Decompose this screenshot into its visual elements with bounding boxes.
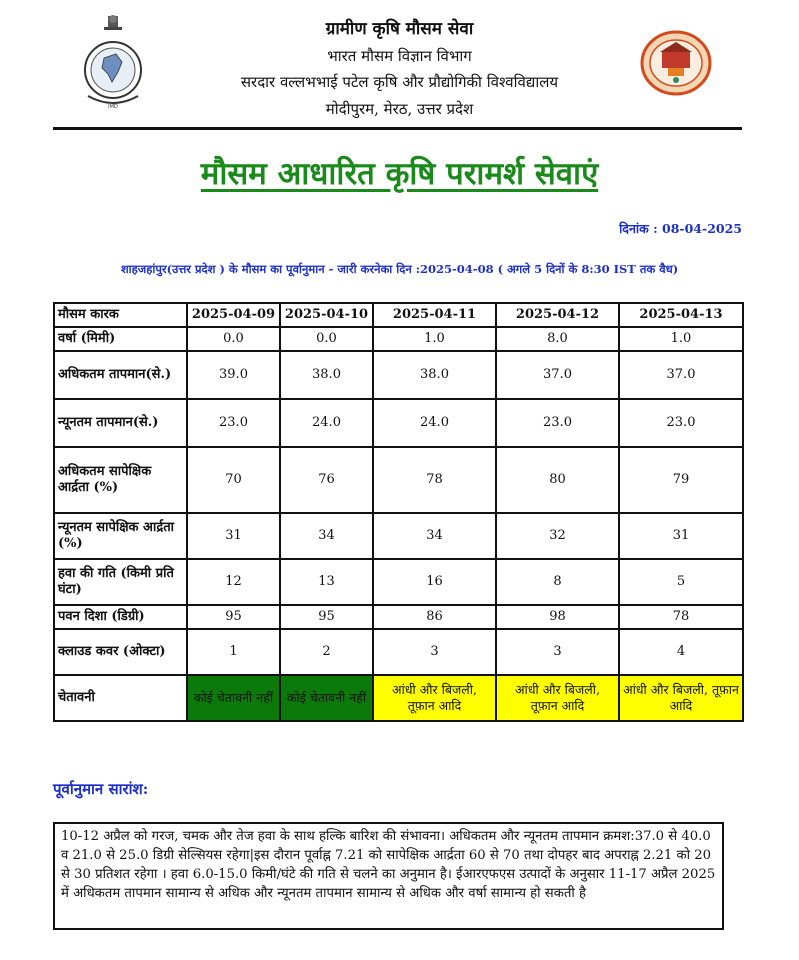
row-label: वर्षा (मिमी) [54, 327, 187, 351]
table-cell: 13 [280, 559, 373, 605]
issue-date: दिनांक : 08-04-2025 [619, 221, 742, 236]
summary-text: 10-12 अप्रैल को गरज, चमक और तेज हवा के साथ हल्कि बारिश की संभावना। अधिकतम और न्यूनतम तापमान क्रमश:37.0 से 40.0 व 21.0 से 25.0 डिग्री सेल्सियस रहेगा|इस दौरान पूर्वाह्न 7.21 को सापेक्षिक आर्द्रता 60 से 70 तथा दोपहर बाद अपराह्न 2.21 को 20 से 30 प्रतिशत रहेगा । हवा 6.0-15.0 किमी/घंटे की गति से चलने का अनुमान है। ईआरएफएस उत्पादों के अनुसार 11-17 अप्रैल 2025 में अधिकतम तापमान सामान्य से अधिक और न्यूनतम तापमान सामान्य से अधिक और वर्षा सामान्य हो सकती है [53, 822, 724, 930]
table-cell: 23.0 [619, 399, 743, 447]
row-label: पवन दिशा (डिग्री) [54, 605, 187, 629]
table-row-max-temp [54, 351, 743, 399]
table-cell: 12 [187, 559, 280, 605]
row-label: न्यूनतम तापमान(से.) [54, 399, 187, 447]
weather-forecast-table [53, 302, 744, 722]
table-cell: 4 [619, 629, 743, 675]
table-cell: 1 [187, 629, 280, 675]
table-cell: 23.0 [496, 399, 619, 447]
table-cell: 37.0 [496, 351, 619, 399]
table-cell: 98 [496, 605, 619, 629]
table-row-min-temp [54, 399, 743, 447]
table-row-warning [54, 675, 743, 721]
header-cell-date: 2025-04-13 [619, 303, 743, 327]
header-university: सरदार वल्लभभाई पटेल कृषि और प्रौद्योगिकी विश्वविद्यालय [240, 73, 559, 91]
row-label: क्लाउड कवर (ओक्टा) [54, 629, 187, 675]
header-cell-date: 2025-04-12 [496, 303, 619, 327]
table-row-max-humidity [54, 447, 743, 513]
table-cell: 80 [496, 447, 619, 513]
summary-heading: पूर्वानुमान सारांश: [53, 780, 149, 798]
header-cell-date: 2025-04-10 [280, 303, 373, 327]
header-title: ग्रामीण कृषि मौसम सेवा [325, 19, 474, 39]
table-cell: 78 [373, 447, 496, 513]
warning-cell-storm: आंधी और बिजली, तूफ़ान आदि [496, 675, 619, 721]
table-row-cloud-cover [54, 629, 743, 675]
table-cell: 0.0 [280, 327, 373, 351]
table-cell: 86 [373, 605, 496, 629]
table-cell: 3 [496, 629, 619, 675]
header-dept: भारत मौसम विज्ञान विभाग [327, 47, 472, 65]
header-divider [53, 127, 742, 130]
table-cell: 31 [619, 513, 743, 559]
page-header [0, 0, 799, 128]
table-cell: 16 [373, 559, 496, 605]
table-cell: 3 [373, 629, 496, 675]
header-cell-date: 2025-04-09 [187, 303, 280, 327]
header-cell-date: 2025-04-11 [373, 303, 496, 327]
row-label: चेतावनी [54, 675, 187, 721]
university-logo [640, 30, 712, 96]
table-cell: 79 [619, 447, 743, 513]
table-cell: 31 [187, 513, 280, 559]
table-row-wind-direction [54, 605, 743, 629]
table-cell: 8.0 [496, 327, 619, 351]
table-cell: 38.0 [280, 351, 373, 399]
row-label: अधिकतम सापेक्षिक आर्द्रता (%) [54, 447, 187, 513]
table-row-wind-speed [54, 559, 743, 605]
warning-cell-none: कोई चेतावनी नहीं [280, 675, 373, 721]
table-row-rainfall [54, 327, 743, 351]
warning-cell-none: कोई चेतावनी नहीं [187, 675, 280, 721]
table-cell: 0.0 [187, 327, 280, 351]
table-cell: 23.0 [187, 399, 280, 447]
table-cell: 34 [280, 513, 373, 559]
table-cell: 34 [373, 513, 496, 559]
table-cell: 1.0 [373, 327, 496, 351]
table-cell: 76 [280, 447, 373, 513]
table-cell: 8 [496, 559, 619, 605]
table-cell: 95 [280, 605, 373, 629]
table-cell: 78 [619, 605, 743, 629]
table-cell: 38.0 [373, 351, 496, 399]
row-label: हवा की गति (किमी प्रति घंटा) [54, 559, 187, 605]
header-cell-parameter: मौसम कारक [54, 303, 187, 327]
page-title: मौसम आधारित कृषि परामर्श सेवाएं [200, 156, 599, 192]
row-label: अधिकतम तापमान(से.) [54, 351, 187, 399]
table-cell: 5 [619, 559, 743, 605]
table-row-min-humidity [54, 513, 743, 559]
table-cell: 95 [187, 605, 280, 629]
svg-text:IMD: IMD [108, 104, 118, 110]
row-label: न्यूनतम सापेक्षिक आर्द्रता (%) [54, 513, 187, 559]
warning-cell-storm: आंधी और बिजली, तूफ़ान आदि [619, 675, 743, 721]
table-header-row [54, 303, 743, 327]
table-cell: 1.0 [619, 327, 743, 351]
table-cell: 24.0 [373, 399, 496, 447]
table-cell: 2 [280, 629, 373, 675]
header-location: मोदीपुरम, मेरठ, उत्तर प्रदेश [325, 100, 474, 118]
table-cell: 39.0 [187, 351, 280, 399]
table-cell: 24.0 [280, 399, 373, 447]
warning-cell-storm: आंधी और बिजली, तूफ़ान आदि [373, 675, 496, 721]
table-cell: 70 [187, 447, 280, 513]
table-cell: 37.0 [619, 351, 743, 399]
table-cell: 32 [496, 513, 619, 559]
forecast-caption: शाहजहांपुर(उत्तर प्रदेश ) के मौसम का पूर्वानुमान - जारी करनेका दिन :2025-04-08 ( अगले 5 दिनों के 8:30 IST तक वैध) [120, 262, 679, 276]
